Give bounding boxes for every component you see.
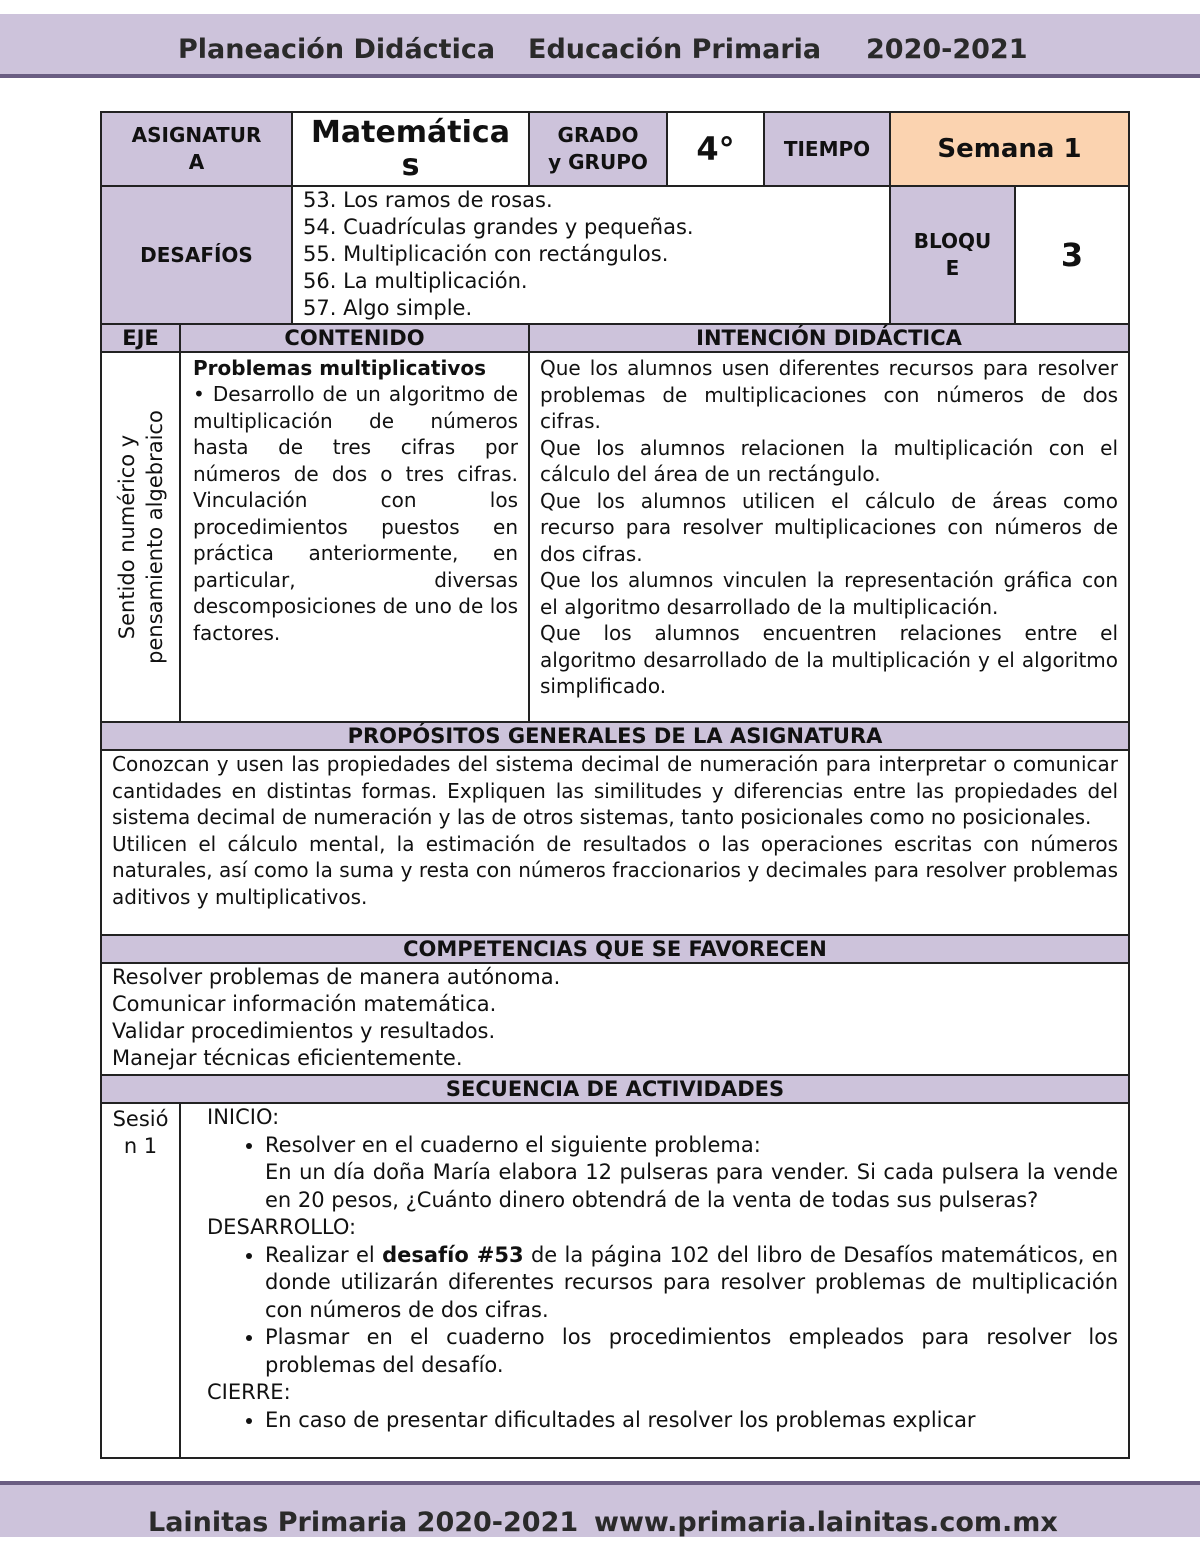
planning-table — [100, 111, 1130, 1459]
bloque-label: BLOQU — [913, 229, 992, 253]
activity-item: • Plasmar en el cuaderno los procedimientos empleados para resolver los problemas del desafío. — [265, 1324, 1118, 1379]
asignatura-value-cell — [292, 112, 529, 186]
footer-bar — [0, 1481, 1200, 1537]
header-title: Planeación Didáctica — [178, 34, 496, 65]
inicio-label: INICIO: — [207, 1105, 280, 1129]
asignatura-value: Matemática — [311, 115, 510, 150]
competencia-item: Comunicar información matemática. — [112, 992, 497, 1016]
header-bar — [0, 14, 1200, 78]
propositos-title: PROPÓSITOS GENERALES DE LA ASIGNATURA — [101, 722, 1129, 750]
competencias-title: COMPETENCIAS QUE SE FAVORECEN — [101, 935, 1129, 963]
eje-cell — [101, 352, 180, 722]
activity-item — [265, 1132, 1118, 1215]
intencion-header: INTENCIÓN DIDÁCTICA — [529, 324, 1129, 352]
bloque-value: 3 — [1015, 186, 1129, 324]
footer-url[interactable]: www.primaria.lainitas.com.mx — [594, 1507, 1058, 1538]
header-subtitle: Educación Primaria — [528, 34, 822, 65]
intencion-item: Que los alumnos vinculen la representación gráfica con el algoritmo desarrollado de la multiplicación. — [540, 568, 1119, 619]
desafio-item: 54. Cuadrículas grandes y pequeñas. — [303, 215, 694, 239]
propositos-cell — [101, 750, 1129, 935]
desarrollo-label: DESARROLLO: — [207, 1215, 357, 1239]
secuencia-cell — [180, 1103, 1129, 1458]
header-year: 2020-2021 — [866, 34, 1028, 65]
contenido-text: • Desarrollo de un algoritmo de multiplicación de números hasta de tres cifras por números de dos o tres cifras. Vinculación con los procedimientos puestos en práctica anteriormente, en particular, diversas descomposiciones de uno de los factores. — [193, 382, 518, 645]
grado-label: GRADO — [557, 123, 639, 147]
sesion-cell — [101, 1103, 180, 1458]
desarrollo-item-text: Realizar el — [265, 1242, 383, 1267]
intencion-item: Que los alumnos encuentren relaciones entre el algoritmo desarrollado de la multiplicación y el algoritmo simplificado. — [540, 621, 1119, 698]
grado-value: 4° — [667, 112, 764, 186]
sesion-label: Sesió — [112, 1107, 169, 1131]
desafio-reference: desafío #53 — [382, 1242, 524, 1267]
desafios-list — [292, 186, 890, 324]
proposito-text: Conozcan y usen las propiedades del sistema decimal de numeración para interpretar o comunicar cantidades en distintas formas. Expliquen las similitudes y diferencias entre las propiedades del sistema decimal de numeración y las de otros sistemas, tanto posicionales como no posicionales. — [112, 752, 1119, 829]
desarrollo-list — [207, 1242, 1118, 1380]
competencia-item: Validar procedimientos y resultados. — [112, 1019, 496, 1043]
inicio-item-text: Resolver en el cuaderno el siguiente problema: — [265, 1132, 761, 1157]
secuencia-title: SECUENCIA DE ACTIVIDADES — [101, 1075, 1129, 1103]
intencion-cell — [529, 352, 1129, 722]
inicio-list — [207, 1132, 1118, 1215]
footer-brand: Lainitas Primaria 2020-2021 — [148, 1507, 579, 1538]
bloque-label-cont: E — [945, 256, 960, 280]
contenido-header: CONTENIDO — [180, 324, 529, 352]
intencion-item: Que los alumnos usen diferentes recursos para resolver problemas de multiplicaciones con números de dos cifras. — [540, 356, 1119, 433]
contenido-cell — [180, 352, 529, 722]
bloque-label-cell — [890, 186, 1015, 324]
asignatura-label-cell — [101, 112, 292, 186]
activity-item — [265, 1242, 1118, 1325]
asignatura-value-cont: s — [401, 148, 420, 183]
desarrollo-item-text-cont: de la página 102 del libro de Desafíos matemáticos, en donde utilizarán diferentes recursos para resolver problemas de multiplicación con números de dos cifras. — [265, 1242, 1119, 1322]
desafio-item: 56. La multiplicación. — [303, 269, 528, 293]
competencia-item: Resolver problemas de manera autónoma. — [112, 965, 561, 989]
competencias-cell — [101, 963, 1129, 1075]
asignatura-label-cont: A — [188, 150, 205, 174]
tiempo-value: Semana 1 — [890, 112, 1129, 186]
activity-item: • En caso de presentar dificultades al resolver los problemas explicar — [265, 1407, 1118, 1435]
inicio-problem: En un día doña María elabora 12 pulseras para vender. Si cada pulsera la vende en 20 pesos, ¿Cuánto dinero obtendrá de la venta de todas sus pulseras? — [265, 1160, 1119, 1212]
desafio-item: 57. Algo simple. — [303, 296, 473, 320]
competencia-item: Manejar técnicas eficientemente. — [112, 1046, 463, 1070]
grado-label-cell — [529, 112, 667, 186]
proposito-text: Utilicen el cálculo mental, la estimación de resultados o las operaciones escritas con números naturales, así como la suma y resta con números fraccionarios y decimales para resolver problemas aditivos y multiplicativos. — [112, 831, 1119, 909]
eje-text-cont: pensamiento algebraico — [142, 410, 167, 664]
eje-text: Sentido numérico y — [114, 434, 139, 640]
cierre-label: CIERRE: — [207, 1380, 291, 1404]
grupo-label: y GRUPO — [548, 150, 648, 174]
intencion-item: Que los alumnos utilicen el cálculo de áreas como recurso para resolver multiplicaciones con números de dos cifras. — [540, 488, 1119, 566]
desafio-item: 55. Multiplicación con rectángulos. — [303, 242, 669, 266]
contenido-title: Problemas multiplicativos — [193, 356, 487, 380]
desafio-item: 53. Los ramos de rosas. — [303, 188, 553, 212]
desafios-label: DESAFÍOS — [101, 186, 292, 324]
cierre-list — [207, 1407, 1118, 1435]
tiempo-label: TIEMPO — [764, 112, 890, 186]
asignatura-label: ASIGNATUR — [131, 123, 262, 147]
intencion-item: Que los alumnos relacionen la multiplicación con el cálculo del área de un rectángulo. — [540, 435, 1119, 486]
sesion-label-cont: n 1 — [123, 1134, 158, 1158]
eje-header: EJE — [101, 324, 180, 352]
